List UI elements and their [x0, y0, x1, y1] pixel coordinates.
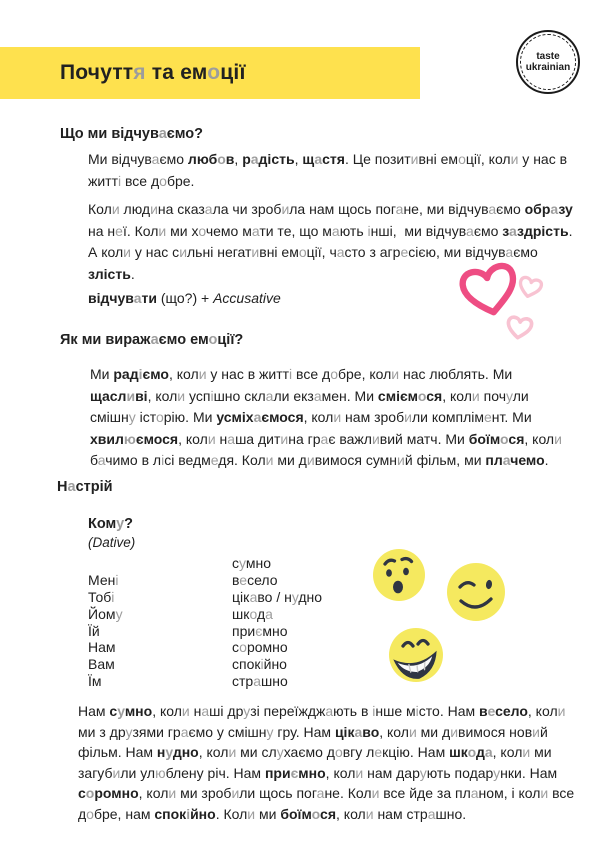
- feeling-word: приємно: [232, 622, 288, 639]
- paragraph-mood: Нам сумно, коли наші друзі переїжджають в інше місто. Нам весело, коли ми з друзями граємо у смішну гру. Нам цікаво, коли ми дивимося новий фільм. Нам нудно, коли ми слухаємо довгу лекцію. Нам шкода, коли ми загубили улюблену річ. Нам приємно, коли нам дарують подарунки. Нам соромно, коли ми зробили щось погане. Коли все йде за планом, і коли все добре, нам спокійно. Коли ми боїмося, коли нам страшно.: [78, 703, 575, 822]
- dative-pronoun: Їй: [88, 622, 100, 639]
- paragraph-feelings-1: Ми відчуваємо любов, радість, щастя. Це позитивні емоції, коли у нас в житті все добре.: [88, 151, 568, 189]
- grammar-note: відчувати (що?) + Accusative: [88, 290, 281, 306]
- feeling-word: весело: [232, 572, 278, 589]
- feeling-word: сумно: [232, 555, 271, 572]
- mood-row: [88, 572, 322, 589]
- wink-emoji-icon: [447, 563, 505, 621]
- heart-icon: [507, 316, 533, 339]
- mood-table: [88, 555, 322, 689]
- mood-row: [88, 639, 322, 656]
- emoji-illustration: [368, 540, 523, 685]
- dative-pronoun: Йому: [88, 605, 123, 622]
- feeling-word: страшно: [232, 672, 288, 689]
- dative-pronoun: Мені: [88, 572, 119, 589]
- mood-row: [88, 656, 322, 673]
- heart-icon: [460, 264, 519, 317]
- mood-row: [88, 555, 322, 572]
- dative-pronoun: Нам: [88, 639, 116, 656]
- case-label: (Dative): [88, 535, 136, 550]
- title-bar: [0, 47, 420, 99]
- feeling-word: шкода: [232, 605, 273, 622]
- dative-pronoun: Тобі: [88, 588, 115, 605]
- paragraph-feelings-2: Коли людина сказала чи зробила нам щось погане, ми відчуваємо образу на неї. Коли ми хочемо мати те, що мають інші, ми відчуваємо заздрість. А коли у нас сильні негативні емоції, часто з агресією, ми відчуваємо злість.: [88, 201, 573, 282]
- page-title: Почуття та емоції: [60, 61, 246, 84]
- dative-pronoun: Їм: [88, 672, 102, 689]
- hearts-illustration: [453, 256, 565, 352]
- feeling-word: спокійно: [232, 656, 287, 673]
- mood-row: [88, 622, 322, 639]
- feeling-word: цікаво / нудно: [232, 588, 323, 605]
- mood-row: [88, 673, 322, 690]
- section-heading-feelings: Що ми відчуваємо?: [60, 126, 204, 142]
- mood-row: [88, 589, 322, 606]
- mood-row: [88, 605, 322, 622]
- logo-text: taste ukrainian: [525, 51, 571, 73]
- section-heading-express: Як ми виражаємо емоції?: [60, 332, 244, 348]
- dative-pronoun: Вам: [88, 656, 115, 673]
- surprised-emoji-icon: [373, 549, 425, 601]
- grin-emoji-icon: [389, 628, 443, 682]
- feeling-word: соромно: [232, 639, 288, 656]
- brand-logo: [516, 30, 580, 94]
- heart-icon: [518, 276, 543, 299]
- dative-question: Кому?: [88, 516, 133, 532]
- section-heading-mood: Настрій: [57, 479, 113, 495]
- paragraph-express: Ми радіємо, коли у нас в житті все добре, коли нас люблять. Ми щасливі, коли успішно склали екзамен. Ми сміємося, коли почули смішну історію. Ми усміхаємося, коли нам зробили комплімент. Ми хвилюємося, коли наша дитина грає важливий матч. Ми боїмося, коли бачимо в лісі ведмедя. Коли ми дивимося сумний фільм, ми плачемо.: [90, 366, 562, 468]
